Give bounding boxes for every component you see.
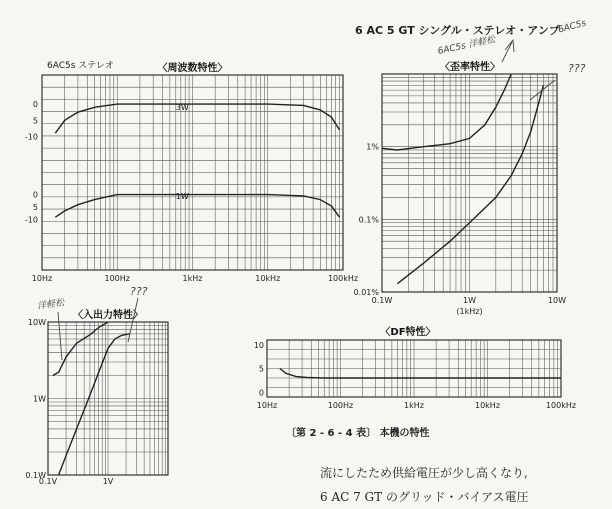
table-caption: 〔第 2 - 6 - 4 表〕 本機の特性	[286, 428, 430, 439]
y-tick-label: 1W	[33, 394, 46, 404]
y-tick-label: 10W	[27, 318, 46, 327]
series-line	[280, 369, 561, 379]
y-tick-label: 0.1W	[25, 471, 46, 480]
x-tick-label: 1V	[102, 477, 114, 486]
pen-arrow-mark	[502, 40, 514, 62]
y-tick-label: 0.1%	[358, 215, 379, 225]
x-tick-label: 10kHz	[474, 401, 501, 410]
y-tick-label: 1%	[366, 142, 379, 152]
x-tick-label: 100Hz	[104, 274, 130, 283]
x-tick-label: 100kHz	[545, 401, 577, 410]
body-text-line-2: 6 AC 7 GT のグリッド・バイアス電圧	[320, 490, 529, 504]
x-tick-label: 100kHz	[327, 274, 359, 283]
handwritten-note-left-2: ???	[130, 285, 148, 298]
y-tick-label: 5	[258, 364, 264, 374]
series-label: 1W	[175, 192, 189, 202]
series-line	[55, 195, 339, 218]
y-tick-label: 5	[32, 116, 38, 126]
series-line	[59, 334, 130, 475]
x-tick-label: 0.1W	[371, 296, 393, 305]
page-title: 6 AC 5 GT シングル・ステレオ・アンプ	[355, 24, 560, 37]
model-note: 6AC5s ステレオ	[47, 61, 114, 71]
x-tick-label: 10W	[547, 296, 567, 305]
x-tick-label: 0.1V	[38, 477, 58, 486]
x-unit-label: (1kHz)	[456, 307, 483, 316]
y-tick-label: 0	[258, 388, 264, 398]
x-tick-label: 10kHz	[255, 274, 281, 283]
chart-title: 〈歪率特性〉	[440, 62, 500, 73]
y-tick-label: -10	[24, 132, 38, 142]
x-tick-label: 1kHz	[404, 401, 424, 410]
distortion-chart	[354, 60, 567, 316]
chart-title: 〈DF特性〉	[380, 327, 436, 338]
x-tick-label: 100Hz	[327, 401, 354, 410]
y-tick-label: 0	[32, 190, 38, 200]
input-output-chart	[25, 308, 168, 486]
x-tick-label: 10Hz	[256, 401, 278, 410]
y-tick-label: 10	[253, 340, 264, 350]
body-text-line-1: 流にしたため供給電圧が少し高くなり,	[320, 466, 528, 480]
damping-factor-chart	[254, 325, 576, 410]
x-tick-label: 10Hz	[31, 274, 53, 283]
chart-title: 〈周波数特性〉	[157, 63, 228, 74]
handwritten-note-top-2: 6AC5s	[557, 18, 588, 36]
series-line	[55, 104, 339, 133]
y-tick-label: 5	[32, 203, 38, 213]
handwritten-note-left-1: 洋軽松	[36, 298, 65, 312]
series-label: 3W	[175, 102, 189, 112]
frequency-response-chart	[25, 61, 358, 283]
handwritten-note-top-3: ???	[568, 62, 586, 75]
x-tick-label: 1kHz	[182, 274, 203, 283]
x-tick-label: 1W	[463, 296, 476, 305]
handwritten-note-top-1: 6AC5s 洋軽松	[436, 34, 497, 57]
y-tick-label: -10	[24, 215, 38, 225]
y-tick-label: 0	[32, 100, 38, 110]
y-tick-label: 0.01%	[353, 288, 379, 297]
chart-title: 〈入出力特性〉	[73, 310, 143, 321]
pen-arrow-mark	[58, 312, 62, 360]
